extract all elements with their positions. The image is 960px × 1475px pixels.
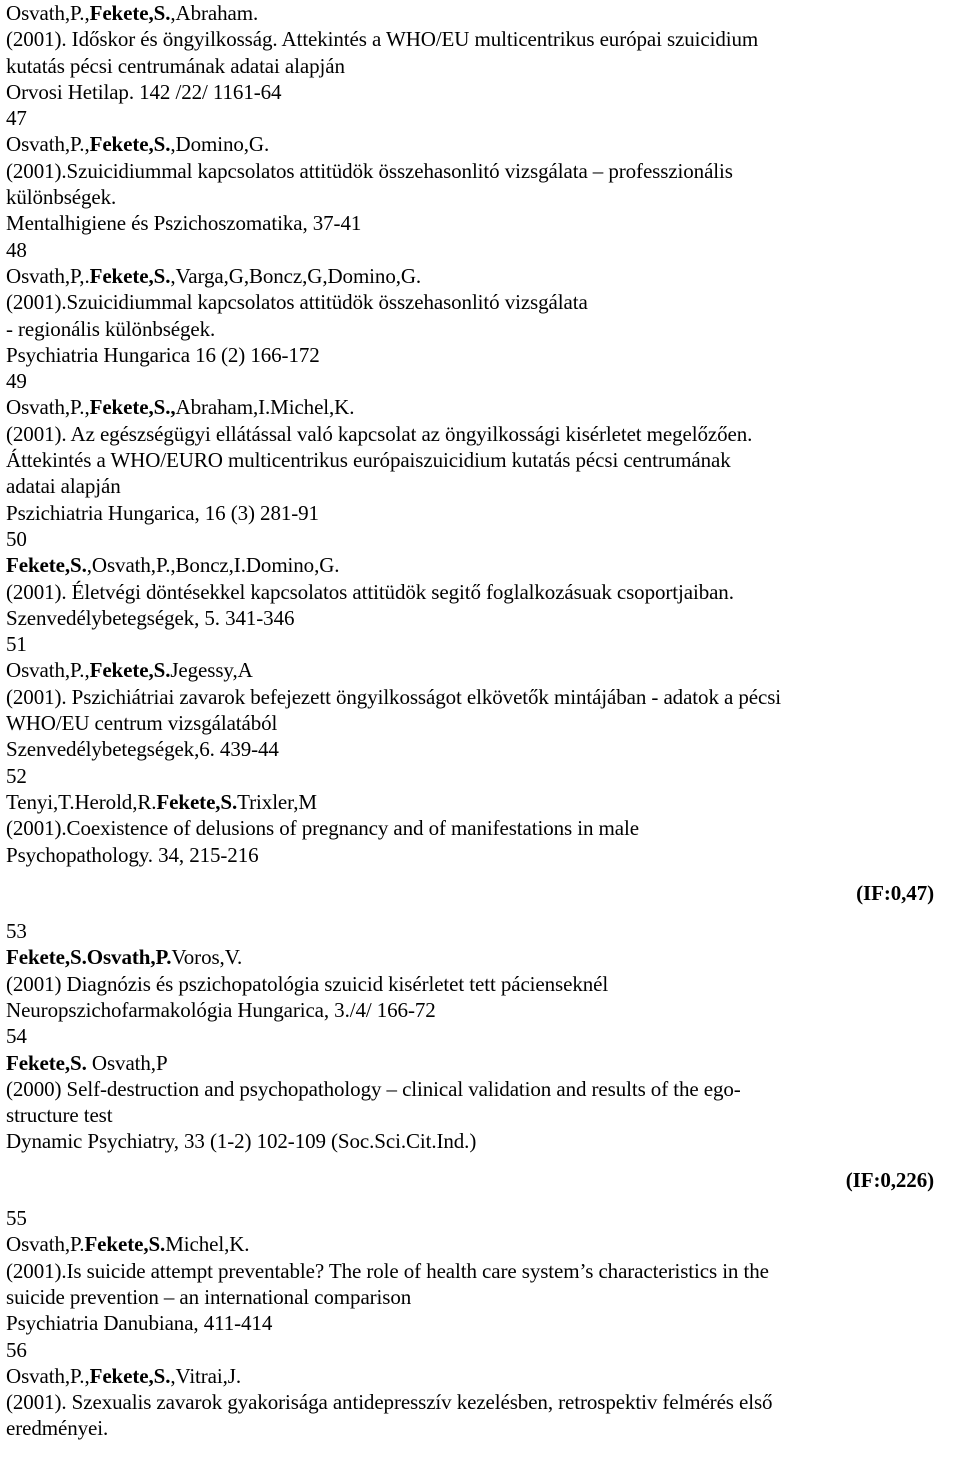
publication-entry-51 bbox=[6, 631, 954, 762]
impact-factor: (IF:0,47) bbox=[856, 880, 934, 905]
entry-journal: Psychopathology. 34, 215-216 bbox=[6, 842, 259, 867]
entry-number: 55 bbox=[6, 1206, 27, 1231]
entry-number: 52 bbox=[6, 763, 27, 788]
entry-number: 47 bbox=[6, 106, 27, 131]
publication-entry-47 bbox=[6, 105, 954, 236]
entry-journal: Psychiatria Hungarica 16 (2) 166-172 bbox=[6, 342, 320, 367]
entry-number: 48 bbox=[6, 237, 27, 262]
entry-journal: Szenvedélybetegségek, 5. 341-346 bbox=[6, 605, 295, 630]
entry-number: 56 bbox=[6, 1337, 27, 1362]
publication-entry-48 bbox=[6, 237, 954, 368]
entry-title: (2001).Szuicidiummal kapcsolatos attitüdök összehasonlitó vizsgálata – professzionális bbox=[6, 158, 733, 183]
entry-authors: Fekete,S.,Osvath,P.,Boncz,I.Domino,G. bbox=[6, 553, 340, 578]
entry-number: 49 bbox=[6, 369, 27, 394]
entry-title-continued: különbségek. bbox=[6, 185, 117, 210]
entry-authors: Osvath,P.,Fekete,S.,Domino,G. bbox=[6, 132, 270, 157]
entry-title: (2001).Szuicidiummal kapcsolatos attitüdök összehasonlitó vizsgálata bbox=[6, 290, 588, 315]
entry-number: 53 bbox=[6, 919, 27, 944]
entry-title-continued: Áttekintés a WHO/EURO multicentrikus európaiszuicidium kutatás pécsi centrumának bbox=[6, 448, 731, 473]
entry-title: (2001). Szexualis zavarok gyakorisága antidepresszív kezelésben, retrospektiv felmérés első bbox=[6, 1390, 773, 1415]
entry-title: (2001). Életvégi döntésekkel kapcsolatos attitüdök segitő foglalkozásuak csoportjaiban. bbox=[6, 579, 734, 604]
entry-title-continued: suicide prevention – an international comparison bbox=[6, 1284, 412, 1309]
entry-authors: Osvath,P.Fekete,S.Michel,K. bbox=[6, 1232, 250, 1257]
entry-authors: Tenyi,T.Herold,R.Fekete,S.Trixler,M bbox=[6, 789, 317, 814]
entry-title-continued: eredményei. bbox=[6, 1416, 109, 1441]
entry-title: (2001). Időskor és öngyilkosság. Attekintés a WHO/EU multicentrikus európai szuicidium bbox=[6, 27, 759, 52]
entry-journal: Neuropszichofarmakológia Hungarica, 3./4/ 166-72 bbox=[6, 997, 436, 1022]
entry-number: 54 bbox=[6, 1024, 27, 1049]
entry-authors: Osvath,P.,Fekete,S.,Vitrai,J. bbox=[6, 1363, 242, 1388]
entry-journal: Szenvedélybetegségek,6. 439-44 bbox=[6, 737, 279, 762]
entry-title-continued: WHO/EU centrum vizsgálatából bbox=[6, 711, 278, 736]
impact-factor: (IF:0,226) bbox=[845, 1167, 934, 1192]
entry-title: (2001).Is suicide attempt preventable? The role of health care system’s characteristics in the bbox=[6, 1258, 769, 1283]
entry-title-continued: structure test bbox=[6, 1103, 113, 1128]
entry-journal: Pszichiatria Hungarica, 16 (3) 281-91 bbox=[6, 500, 319, 525]
entry-title: (2001) Diagnózis és pszichopatológia szuicid kisérletet tett pácienseknél bbox=[6, 971, 609, 996]
entry-title-continued: kutatás pécsi centrumának adatai alapján bbox=[6, 53, 345, 78]
entry-title-continued: - regionális különbségek. bbox=[6, 316, 216, 341]
entry-authors: Fekete,S. Osvath,P bbox=[6, 1050, 168, 1075]
entry-number: 51 bbox=[6, 632, 27, 657]
entry-authors: Osvath,P.,Fekete,S.Jegessy,A bbox=[6, 658, 253, 683]
publication-entry-50 bbox=[6, 526, 954, 631]
publication-entry-52 bbox=[6, 763, 954, 918]
entry-authors: Fekete,S.Osvath,P.Voros,V. bbox=[6, 945, 243, 970]
entry-journal: Dynamic Psychiatry, 33 (1-2) 102-109 (Soc.Sci.Cit.Ind.) bbox=[6, 1129, 477, 1154]
entry-authors: Osvath,P.,Fekete,S.,Abraham. bbox=[6, 1, 259, 25]
publication-entry-53 bbox=[6, 918, 954, 1023]
publication-entry-55 bbox=[6, 1205, 954, 1336]
entry-title: (2001). Pszichiátriai zavarok befejezett öngyilkosságot elkövetők mintájában - adatok a pécsi bbox=[6, 684, 782, 709]
publication-entry-49 bbox=[6, 368, 954, 526]
entry-journal: Psychiatria Danubiana, 411-414 bbox=[6, 1311, 273, 1336]
entry-title: (2000) Self-destruction and psychopathology – clinical validation and results of the ego- bbox=[6, 1076, 741, 1101]
entry-journal: Mentalhigiene és Pszichoszomatika, 37-41 bbox=[6, 211, 362, 236]
publication-entry-56 bbox=[6, 1337, 954, 1442]
entry-number: 50 bbox=[6, 526, 27, 551]
entry-journal: Orvosi Hetilap. 142 /22/ 1161-64 bbox=[6, 79, 282, 104]
publication-entry-46 bbox=[6, 0, 954, 105]
entry-title: (2001).Coexistence of delusions of pregnancy and of manifestations in male bbox=[6, 816, 639, 841]
entry-authors: Osvath,P.,Fekete,S.,Abraham,I.Michel,K. bbox=[6, 395, 355, 420]
entry-authors: Osvath,P,.Fekete,S.,Varga,G,Boncz,G,Domino,G. bbox=[6, 263, 422, 288]
publication-entry-54 bbox=[6, 1023, 954, 1205]
entry-title: (2001). Az egészségügyi ellátással való kapcsolat az öngyilkossági kisérletet megelőzően. bbox=[6, 421, 753, 446]
entry-title-continued: adatai alapján bbox=[6, 474, 121, 499]
